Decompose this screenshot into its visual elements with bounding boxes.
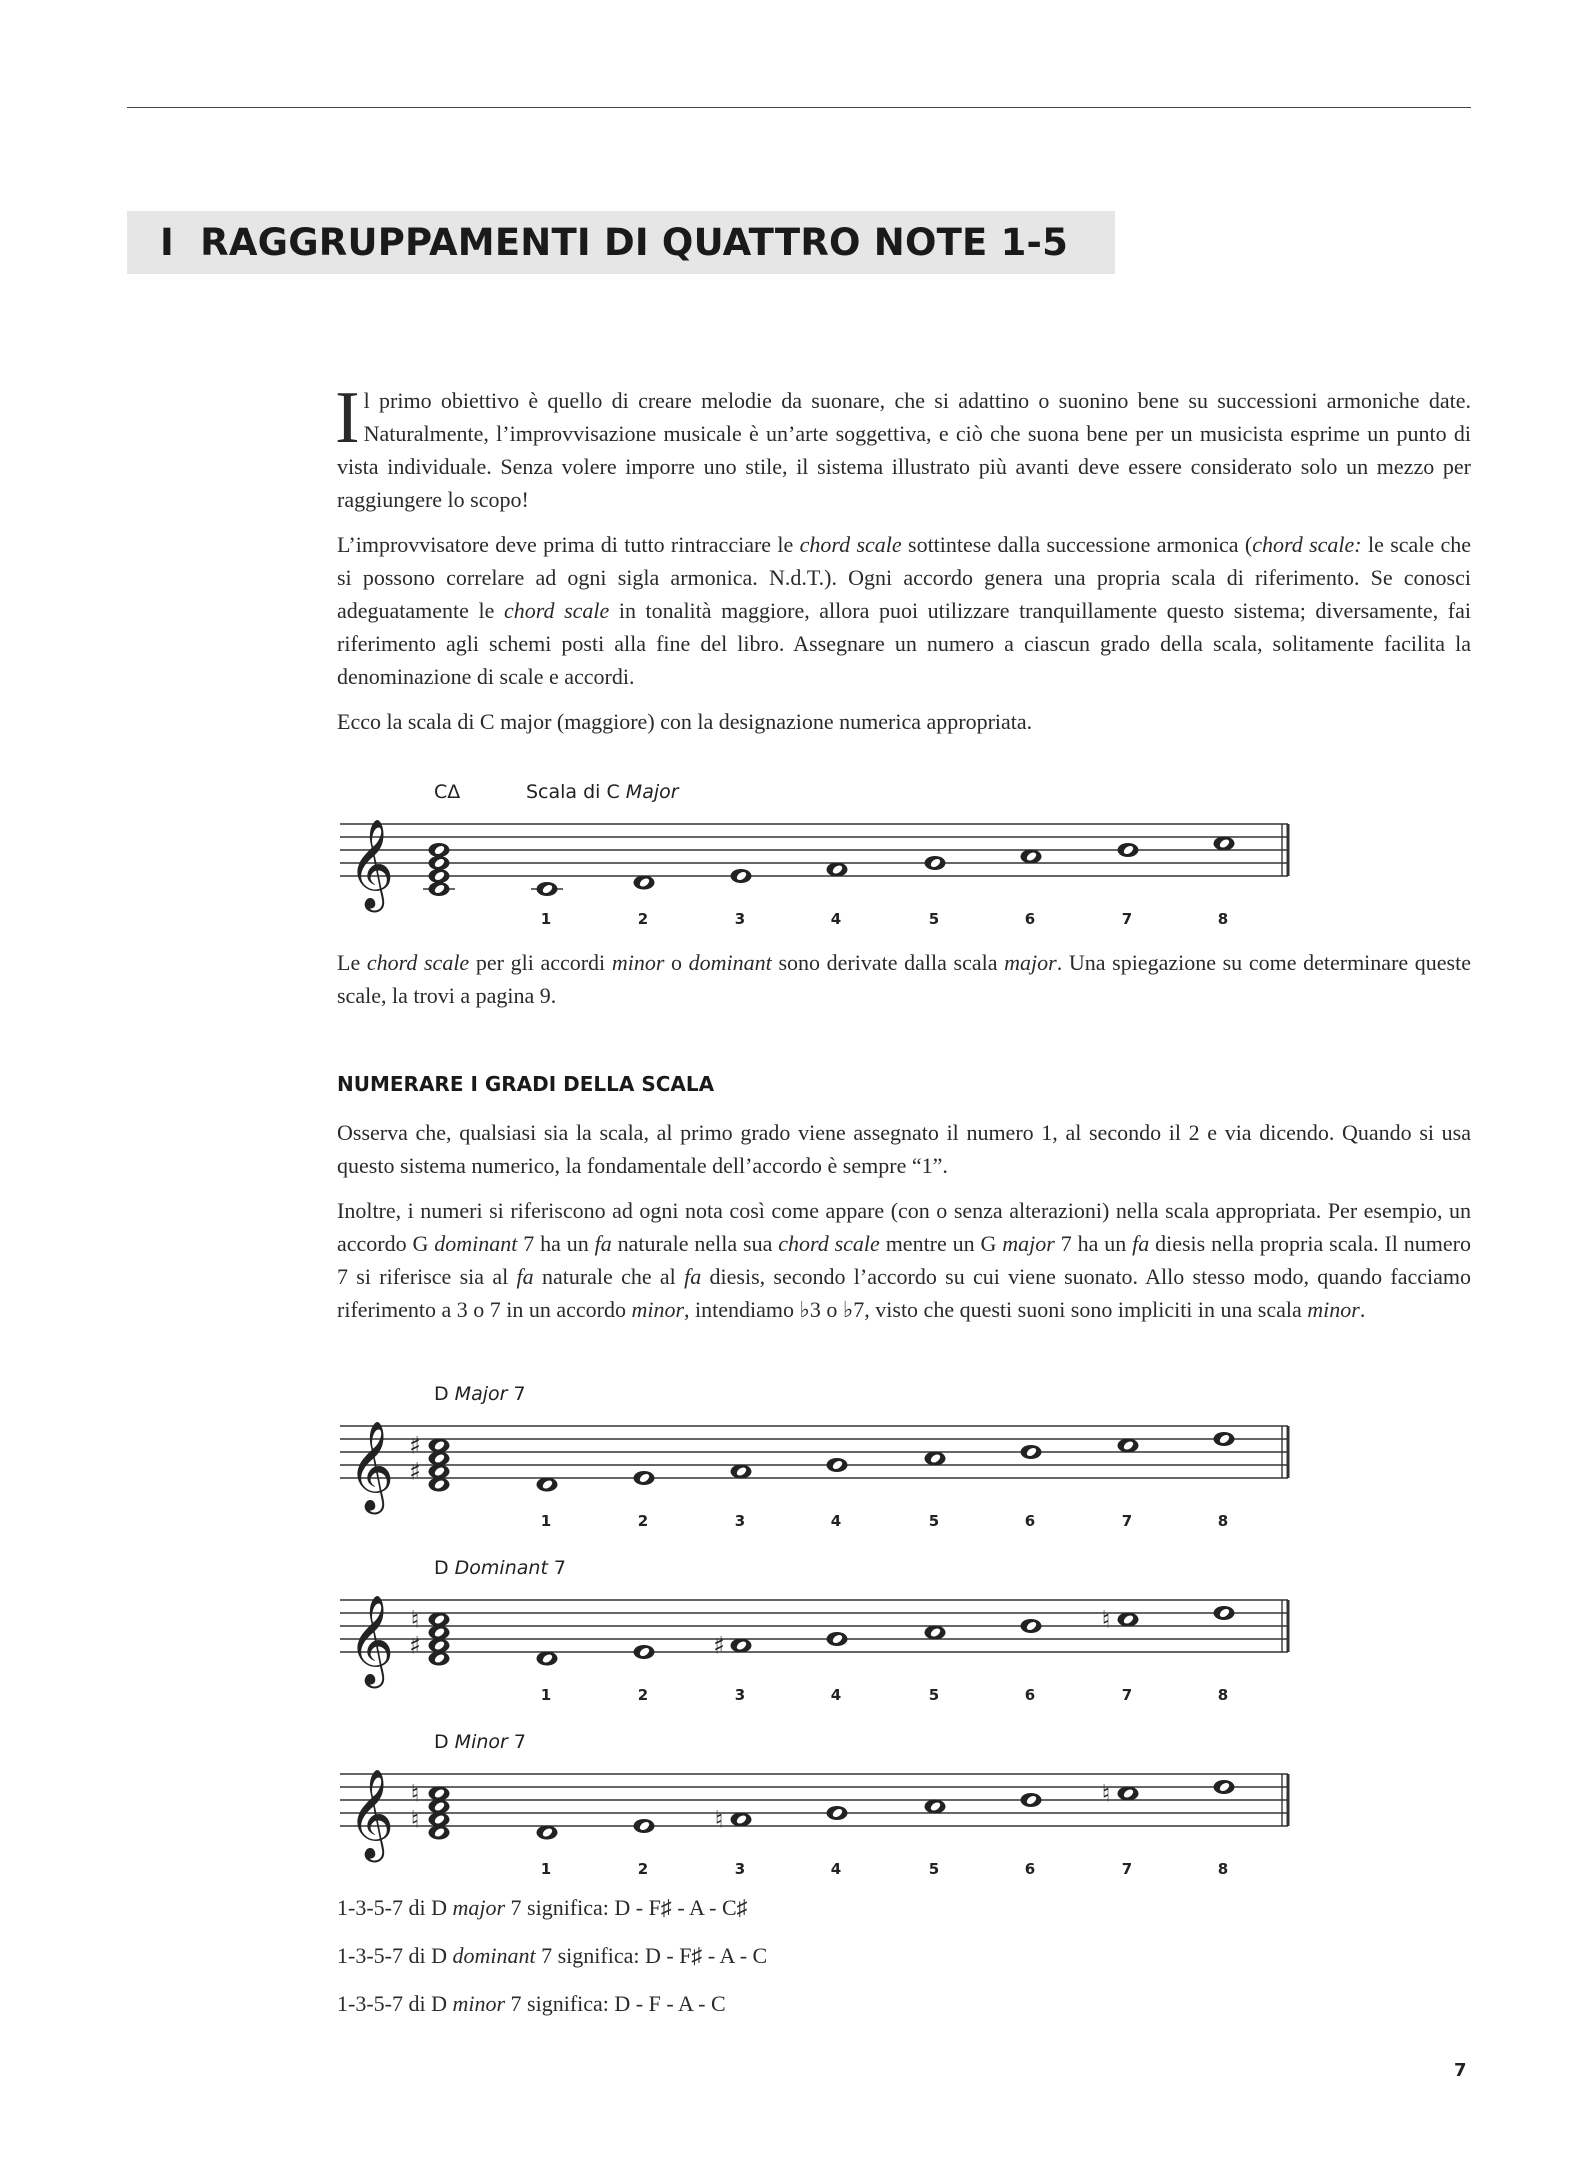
chord-accidental: ♮	[410, 1805, 420, 1834]
scale-note	[925, 1626, 946, 1640]
degree-number: 8	[1217, 910, 1229, 928]
intro-paragraph-3: Ecco la scala di C major (maggiore) con la designazione numerica appropriata.	[337, 709, 1033, 734]
chord-note	[429, 1439, 450, 1453]
chord-note	[429, 1826, 450, 1840]
text-run: fa	[594, 1231, 612, 1256]
degree-number: 4	[830, 1512, 842, 1530]
text-run: fa	[684, 1264, 702, 1289]
degree-number: 8	[1217, 1686, 1229, 1704]
scale-note	[827, 1632, 848, 1646]
scale-note	[1021, 1445, 1042, 1459]
scale-note	[1118, 1787, 1139, 1801]
degree-number: 6	[1024, 1686, 1036, 1704]
scale-note	[1214, 837, 1235, 851]
scale-label: D Minor 7	[434, 1731, 526, 1753]
degree-number: 8	[1217, 1512, 1229, 1530]
degree-number: 1	[540, 1686, 552, 1704]
chord-note	[429, 882, 450, 896]
text-run: naturale che al	[533, 1264, 685, 1289]
text-run: per gli accordi	[469, 950, 612, 975]
text-run: 7 ha un	[1054, 1231, 1133, 1256]
degree-number: 8	[1217, 1860, 1229, 1878]
degree-number: 4	[830, 1686, 842, 1704]
numbering-paragraph-2	[337, 1194, 1471, 1326]
numbering-section	[337, 1116, 1471, 1326]
intro-paragraph-1-text: l primo obiettivo è quello di creare melodie da suonare, che si adattino o suonino bene su successioni armoniche date. Naturalmente, l’improvvisazione musicale è un’arte soggettiva, e ciò che suona bene per un musicista esprime un punto di vista individuale. Senza volere imporre uno stile, il sistema illustrato più avanti deve essere considerato solo un mezzo per raggiungere lo scopo!	[337, 388, 1471, 512]
degree-number: 7	[1121, 1686, 1133, 1704]
text-run: naturale nella sua	[611, 1231, 779, 1256]
top-rule	[127, 107, 1471, 108]
text-run: o	[664, 950, 689, 975]
chord-note	[429, 1652, 450, 1666]
scale-note	[537, 882, 558, 896]
scale-accidental: ♮	[1101, 1779, 1111, 1808]
degree-number: 3	[734, 1860, 746, 1878]
text-run: fa	[516, 1264, 534, 1289]
scale-accidental: ♮	[1101, 1605, 1111, 1634]
degree-number: 2	[637, 910, 649, 928]
scale-note	[1021, 1619, 1042, 1633]
scale-note	[925, 1452, 946, 1466]
degree-number: 1	[540, 1512, 552, 1530]
intro-paragraph-1	[335, 377, 1471, 516]
degree-number: 1	[540, 1860, 552, 1878]
text-run: diesis nella propria scala. Il numero 7 si riferisce sia al	[337, 1231, 1471, 1289]
intro-section	[335, 377, 1472, 738]
scale-note	[731, 869, 752, 883]
text-run: Inoltre, i numeri si riferiscono ad ogni nota così come appare (con o senza alterazioni) nella scala appropriata. Per esempio, un accordo G	[337, 1198, 1471, 1256]
scale-note	[827, 1806, 848, 1820]
scale-note	[1021, 1793, 1042, 1807]
chord-note	[429, 1465, 450, 1479]
staff-c-major	[330, 780, 1470, 928]
text-run: .	[1359, 1297, 1366, 1322]
after-example-section	[337, 946, 1471, 1012]
scale-note	[925, 856, 946, 870]
scale-note	[634, 1645, 655, 1659]
chord-accidental: ♯	[409, 1431, 421, 1460]
chord-accidental: ♮	[410, 1605, 420, 1634]
degree-number: 3	[734, 1512, 746, 1530]
text-run: major	[1004, 950, 1057, 975]
text-run: . Una spiegazione su come determinare queste scale, la trovi a pagina 9.	[337, 950, 1471, 1008]
treble-clef-icon: 𝄞	[348, 819, 395, 909]
scale-note	[537, 1478, 558, 1492]
chord-accidental: ♮	[410, 1779, 420, 1808]
degree-number: 6	[1024, 1512, 1036, 1530]
after-example-paragraph	[337, 946, 1471, 1012]
scale-accidental: ♮	[714, 1805, 724, 1834]
text-run: dominant	[688, 950, 772, 975]
degree-number: 7	[1121, 1860, 1133, 1878]
text-run: chord scale	[503, 598, 610, 623]
scale-note	[537, 1826, 558, 1840]
drop-cap: I	[335, 377, 360, 459]
degree-number: 1	[540, 910, 552, 928]
scale-note	[1118, 843, 1139, 857]
scale-note	[1118, 1613, 1139, 1627]
chord-note	[429, 1478, 450, 1492]
chord-note	[429, 843, 450, 857]
text-run: dominant	[434, 1231, 518, 1256]
chord-symbol: CΔ	[434, 781, 461, 803]
degree-number: 5	[928, 910, 940, 928]
chord-note	[429, 1800, 450, 1814]
chord-accidental: ♯	[409, 1631, 421, 1660]
degree-number: 5	[928, 1860, 940, 1878]
spelling-major-7: 1-3-5-7 di D major 7 significa: D - F♯ - A - C♯	[337, 1895, 748, 1920]
scale-label: D Dominant 7	[434, 1557, 567, 1579]
text-run: mentre un G	[879, 1231, 1003, 1256]
scale-note	[1214, 1432, 1235, 1446]
chord-note	[429, 1787, 450, 1801]
scale-note	[827, 1458, 848, 1472]
text-run: 7 ha un	[517, 1231, 595, 1256]
numbering-paragraph-1: Osserva che, qualsiasi sia la scala, al primo grado viene assegnato il numero 1, al secondo il 2 e via dicendo. Quando si usa questo sistema numerico, la fondamentale dell’accordo è sempre “1”.	[337, 1120, 1471, 1178]
text-run: chord scale	[778, 1231, 880, 1256]
scale-note	[1214, 1606, 1235, 1620]
chapter-title: I RAGGRUPPAMENTI DI QUATTRO NOTE 1-5	[160, 221, 1069, 264]
scale-note	[1118, 1439, 1139, 1453]
text-run: sottintese dalla successione armonica (	[901, 532, 1253, 557]
degree-number: 7	[1121, 1512, 1133, 1530]
text-run: chord scale:	[1252, 532, 1362, 557]
degree-number: 2	[637, 1512, 649, 1530]
degree-number: 7	[1121, 910, 1133, 928]
scale-note	[1021, 850, 1042, 864]
scale-note	[634, 1819, 655, 1833]
spelling-minor-7: 1-3-5-7 di D minor 7 significa: D - F - A - C	[337, 1991, 726, 2016]
scale-label: D Major 7	[434, 1383, 526, 1405]
text-run: L’improvvisatore deve prima di tutto rintracciare le	[337, 532, 800, 557]
scale-note	[1214, 1780, 1235, 1794]
scale-note	[634, 876, 655, 890]
text-run: chord scale	[799, 532, 902, 557]
degree-number: 6	[1024, 910, 1036, 928]
degree-number: 2	[637, 1686, 649, 1704]
degree-number: 2	[637, 1860, 649, 1878]
text-run: chord scale	[366, 950, 470, 975]
scale-accidental: ♯	[713, 1631, 725, 1660]
staff-d-major-7	[330, 1382, 1470, 1530]
text-run: minor	[1307, 1297, 1360, 1322]
text-run: fa	[1132, 1231, 1150, 1256]
chord-note	[429, 1613, 450, 1627]
text-run: Le	[337, 950, 367, 975]
degree-number: 4	[830, 910, 842, 928]
scale-note	[731, 1813, 752, 1827]
text-run: in tonalità maggiore, allora puoi utilizzare tranquillamente questo sistema; diversamente, fai riferimento agli schemi posti alla fine del libro. Assegnare un numero a ciascun grado della scala, solitamente facilita la denominazione di scale e accordi.	[337, 598, 1471, 689]
chord-note	[429, 1452, 450, 1466]
chord-note	[429, 1639, 450, 1653]
degree-number: 5	[928, 1512, 940, 1530]
text-run: minor	[611, 950, 665, 975]
text-run: diesis, secondo l’accordo su cui viene suonato. Allo stesso modo, quando facciamo riferimento a 3 o 7 in un accordo	[337, 1264, 1471, 1322]
scale-label: Scala di C Major	[526, 781, 679, 803]
chord-note	[429, 856, 450, 870]
text-run: major	[1002, 1231, 1055, 1256]
text-run: le scale che si possono correlare ad ogni sigla armonica. N.d.T.). Ogni accordo genera una propria scala di riferimento. Se conosci adeguatamente le	[337, 532, 1472, 623]
treble-clef-icon: 𝄞	[348, 1595, 395, 1685]
degree-number: 4	[830, 1860, 842, 1878]
scale-note	[925, 1800, 946, 1814]
chord-note	[429, 1813, 450, 1827]
chord-note	[429, 869, 450, 883]
text-run: sono derivate dalla scala	[771, 950, 1005, 975]
degree-number: 6	[1024, 1860, 1036, 1878]
scale-note	[731, 1465, 752, 1479]
scale-note	[827, 863, 848, 877]
staff-d-minor-7	[330, 1730, 1470, 1878]
text-run: minor	[631, 1297, 685, 1322]
staff-d-dominant-7	[330, 1556, 1470, 1704]
chord-accidental: ♯	[409, 1457, 421, 1486]
scale-note	[537, 1652, 558, 1666]
chord-note	[429, 1626, 450, 1640]
section-heading: NUMERARE I GRADI DELLA SCALA	[337, 1072, 715, 1096]
intro-paragraph-2	[337, 528, 1471, 693]
treble-clef-icon: 𝄞	[348, 1421, 395, 1511]
page-number: 7	[1454, 2060, 1467, 2081]
treble-clef-icon: 𝄞	[348, 1769, 395, 1859]
scale-note	[731, 1639, 752, 1653]
degree-number: 3	[734, 1686, 746, 1704]
scale-note	[634, 1471, 655, 1485]
degree-number: 5	[928, 1686, 940, 1704]
text-run: , intendiamo ♭3 o ♭7, visto che questi suoni sono impliciti in una scala	[684, 1297, 1308, 1322]
degree-number: 3	[734, 910, 746, 928]
spelling-dominant-7: 1-3-5-7 di D dominant 7 significa: D - F♯ - A - C	[337, 1943, 768, 1968]
